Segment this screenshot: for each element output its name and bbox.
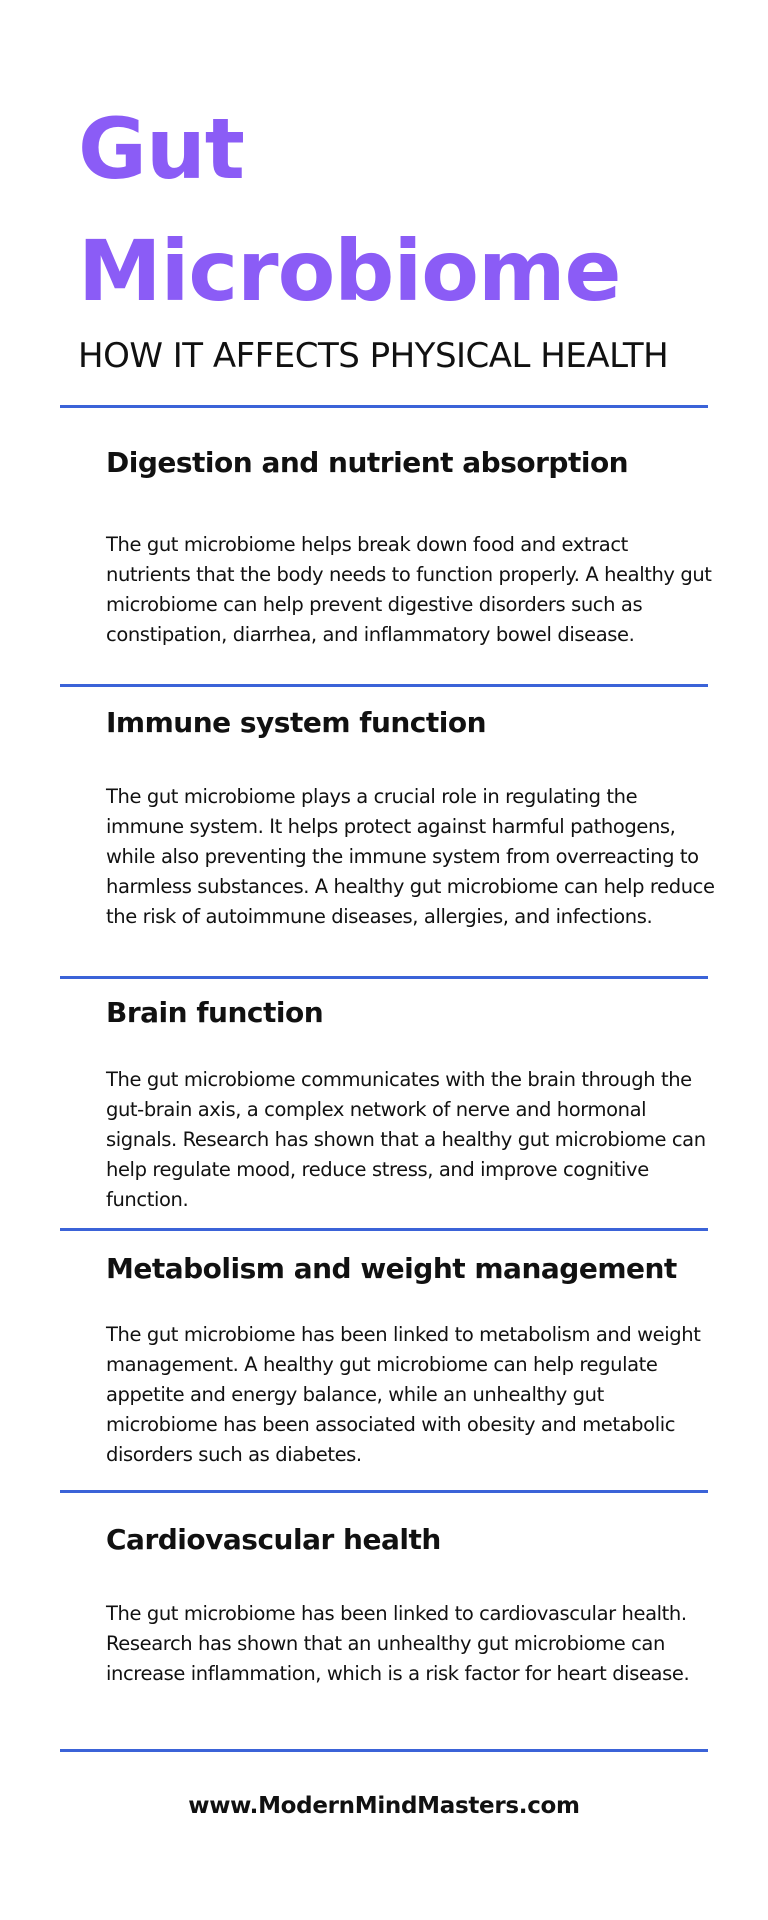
section-heading-cardiovascular: Cardiovascular health — [106, 1523, 441, 1556]
section-divider — [60, 405, 708, 408]
section-divider — [60, 1490, 708, 1493]
page-title-line-2: Microbiome — [78, 222, 621, 320]
section-heading-digestion: Digestion and nutrient absorption — [106, 446, 629, 479]
section-divider — [60, 684, 708, 687]
section-body-metabolism: The gut microbiome has been linked to metabolism and weight management. A healthy gut microbiome can help regulate appetite and energy balance, while an unhealthy gut microbiome has been associated with obesity and metabolic disorders such as diabetes. — [106, 1323, 701, 1466]
section-body-brain: The gut microbiome communicates with the brain through the gut-brain axis, a complex network of nerve and hormonal signals. Research has shown that a healthy gut microbiome can help regulate mood, reduce stress, and improve cognitive function. — [106, 1068, 706, 1211]
section-body-immune: The gut microbiome plays a crucial role in regulating the immune system. It helps protect against harmful pathogens, while also preventing the immune system from overreacting to harmless substances. A healthy gut microbiome can help reduce the risk of autoimmune diseases, allergies, and infections. — [106, 785, 715, 928]
section-body-cardiovascular: The gut microbiome has been linked to cardiovascular health. Research has shown that an unhealthy gut microbiome can increase inflammation, which is a risk factor for heart disease. — [106, 1602, 690, 1685]
section-heading-immune: Immune system function — [106, 706, 487, 739]
page-subtitle: HOW IT AFFECTS PHYSICAL HEALTH — [78, 336, 669, 376]
page-title-line-1: Gut — [78, 100, 244, 198]
footer-website-link[interactable]: www.ModernMindMasters.com — [188, 1793, 580, 1819]
section-divider — [60, 1749, 708, 1752]
section-heading-metabolism: Metabolism and weight management — [106, 1252, 677, 1285]
section-heading-brain: Brain function — [106, 996, 324, 1029]
section-body-digestion: The gut microbiome helps break down food and extract nutrients that the body needs to function properly. A healthy gut microbiome can help prevent digestive disorders such as constipation, diarrhea, and inflammatory bowel disease. — [106, 533, 712, 646]
page-title — [78, 88, 620, 332]
section-divider — [60, 1228, 708, 1231]
section-divider — [60, 976, 708, 979]
